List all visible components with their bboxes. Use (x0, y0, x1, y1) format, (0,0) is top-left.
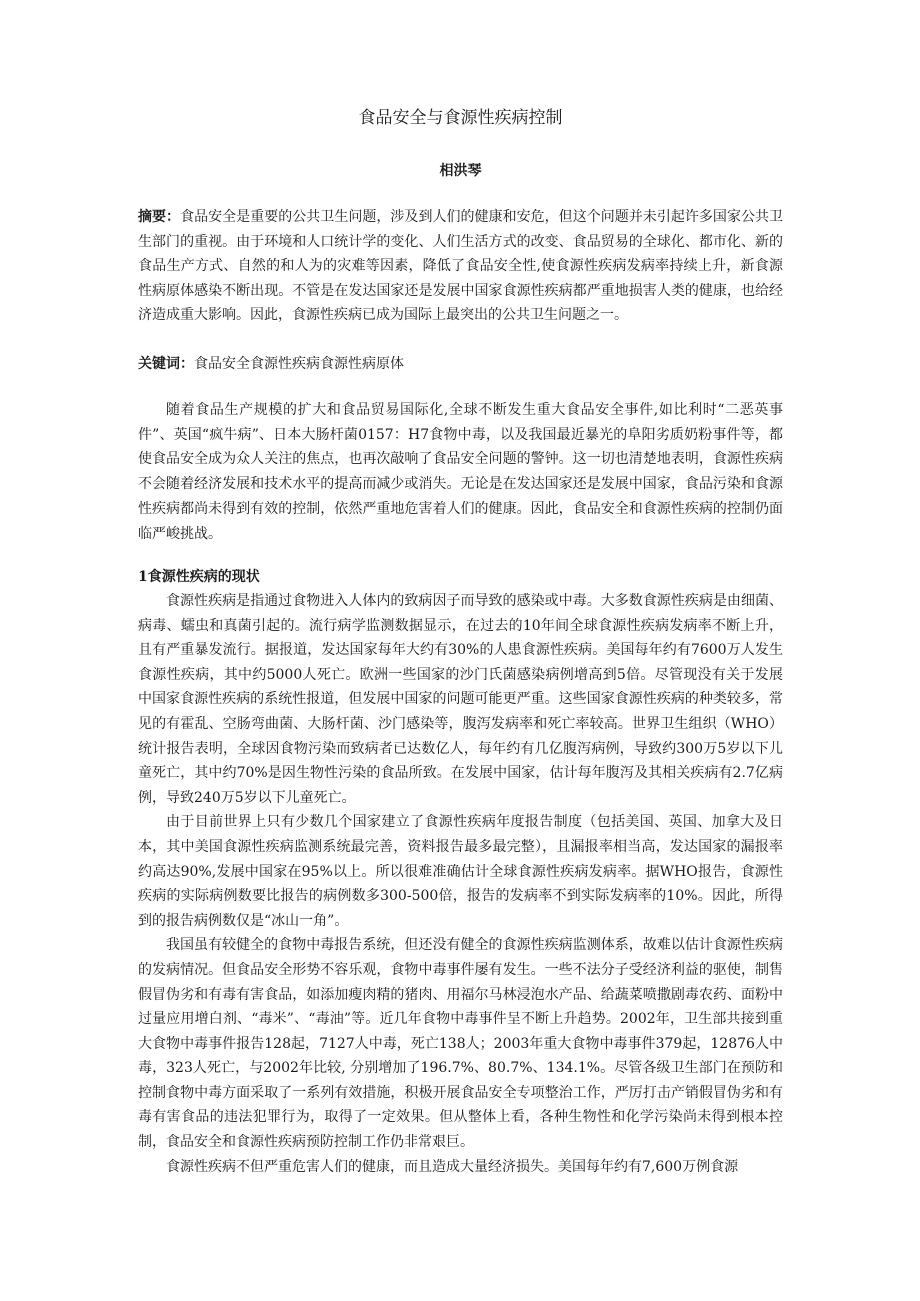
keywords-text: 食品安全食源性疾病食源性病原体 (194, 356, 404, 372)
keywords (138, 353, 783, 375)
keywords-label: 关键词： (138, 356, 194, 372)
author-name: 相洪琴 (439, 163, 482, 179)
body-paragraph: 我国虽有较健全的食物中毒报告系统，但还没有健全的食源性疾病监测体系，故难以估计食源性疾病的发病情况。但食品安全形势不容乐观，食物中毒事件屡有发生。一些不法分子受经济利益的驱使，制售假冒伪劣和有毒有害食品，如添加瘦肉精的猪肉、用福尔马林浸泡水产品、给蔬菜喷撒剧毒农药、面粉中过量应用增白剂、“毒米”、“毒油”等。近几年食物中毒事件呈不断上升趋势。2002年，卫生部共接到重大食物中毒事件报告128起，7127人中毒，死亡138人；2003年重大食物中毒事件379起，12876人中毒，323人死亡，与2002年比较, 分别增加了196.7%、80.7%、134.1%。尽管各级卫生部门在预防和控制食物中毒方面采取了一系列有效措施，积极开展食品安全专项整治工作，严厉打击产销假冒伪劣和有毒有害食品的违法犯罪行为，取得了一定效果。但从整体上看，各种生物性和化学污染尚未得到根本控制，食品安全和食源性疾病预防控制工作仍非常艰巨。 (138, 937, 783, 1151)
section-heading: 1食源性疾病的现状 (138, 569, 260, 585)
abstract-label: 摘要： (138, 209, 181, 225)
abstract (138, 205, 783, 328)
section-body (138, 589, 783, 1179)
paper-title: 食品安全与食源性疾病控制 (358, 108, 563, 128)
body-paragraph: 食源性疾病是指通过食物进入人体内的致病因子而导致的感染或中毒。大多数食源性疾病是由细菌、病毒、蠕虫和真菌引起的。流行病学监测数据显示，在过去的10年间全球食源性疾病发病率不断上升，且有严重暴发流行。据报道，发达国家每年大约有30%的人患食源性疾病。美国每年约有7600万人发生食源性疾病，其中约5000人死亡。欧洲一些国家的沙门氏菌感染病例增高到5倍。尽管现没有关于发展中国家食源性疾病的系统性报道，但发展中国家的问题可能更严重。这些国家食源性疾病的种类较多，常见的有霍乱、空肠弯曲菌、大肠杆菌、沙门感染等，腹泻发病率和死亡率较高。世界卫生组织（WHO）统计报告表明，全球因食物污染而致病者已达数亿人，每年约有几亿腹泻病例，导致约300万5岁以下儿童死亡，其中约70%是因生物性污染的食品所致。在发展中国家，估计每年腹泻及其相关疾病有2.7亿病例，导致240万5岁以下儿童死亡。 (138, 593, 783, 806)
abstract-text: 食品安全是重要的公共卫生问题，涉及到人们的健康和安危，但这个问题并未引起许多国家公共卫生部门的重视。由于环境和人口统计学的变化、人们生活方式的改变、食品贸易的全球化、都市化、新的食品生产方式、自然的和人为的灾难等因素，降低了食品安全性,使食源性疾病发病率持续上升，新食源性病原体感染不断出现。不管是在发达国家还是发展中国家食源性疾病都严重地损害人类的健康，也给经济造成重大影响。因此，食源性疾病已成为国际上最突出的公共卫生问题之一。 (138, 209, 784, 324)
body-paragraph: 由于目前世界上只有少数几个国家建立了食源性疾病年度报告制度（包括美国、英国、加拿大及日本，其中美国食源性疾病监测系统最完善，资料报告最多最完整），且漏报率相当高，发达国家的漏报率约高达90%,发展中国家在95%以上。所以很难准确估计全球食源性疾病发病率。据WHO报告，食源性疾病的实际病例数要比报告的病例数多300-500倍，报告的发病率不到实际发病率的10%。因此，所得到的报告病例数仅是“冰山一角”。 (138, 814, 783, 929)
body-paragraph: 食源性疾病不但严重危害人们的健康，而且造成大量经济损失。美国每年约有7,600万例食源 (166, 1158, 739, 1175)
intro-paragraph: 随着食品生产规模的扩大和食品贸易国际化,全球不断发生重大食品安全事件,如比利时“二恶英事件”、英国“疯牛病”、日本大肠杆菌0157：H7食物中毒，以及我国最近暴光的阜阳劣质奶粉事件等，都使食品安全成为众人关注的焦点，也再次敲响了食品安全问题的警钟。这一切也清楚地表明，食源性疾病不会随着经济发展和技术水平的提高而减少或消失。无论是在发达国家还是发展中国家，食品污染和食源性疾病都尚未得到有效的控制，依然严重地危害着人们的健康。因此，食品安全和食源性疾病的控制仍面临严峻挑战。 (138, 402, 783, 542)
